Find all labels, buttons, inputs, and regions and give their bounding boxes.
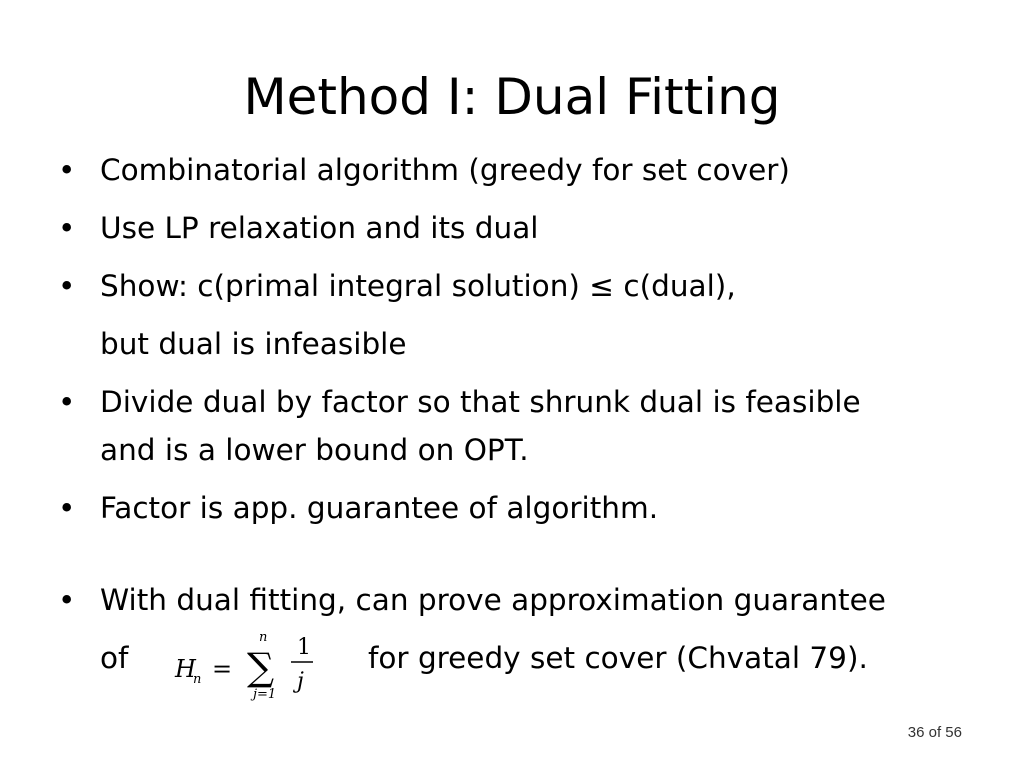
bullet-text: Show: c(primal integral solution) ≤ c(dual), (100, 269, 736, 303)
bullet-text: Factor is app. guarantee of algorithm. (100, 491, 659, 525)
bullet-text: With dual fitting, can prove approximation guarantee (100, 583, 886, 617)
formula-lhs-subscript: n (193, 672, 202, 687)
formula-equals: = (212, 655, 233, 683)
formula-sum-symbol: ∑ (247, 645, 275, 689)
bullet-dot: • (58, 153, 76, 187)
bullet-dot: • (58, 211, 76, 245)
bullet-text: Divide dual by factor so that shrunk dual is feasible (100, 385, 861, 419)
formula-numerator: 1 (297, 635, 311, 660)
harmonic-number-formula (173, 628, 323, 704)
slide-title: Method I: Dual Fitting (243, 68, 781, 126)
bullet-dot: • (58, 491, 76, 525)
formula-lhs: H (175, 655, 196, 683)
bullet-text: but dual is infeasible (100, 327, 407, 361)
formula-sum-lower: j=1 (253, 687, 277, 702)
bullet-text: Use LP relaxation and its dual (100, 211, 539, 245)
bullet-text: and is a lower bound on OPT. (100, 433, 529, 467)
formula-prefix: of (100, 641, 129, 675)
bullet-dot: • (58, 583, 76, 617)
page-number: 36 of 56 (907, 724, 962, 741)
formula-denominator: j (297, 669, 304, 694)
bullet-dot: • (58, 269, 76, 303)
formula-sum-upper: n (259, 630, 268, 645)
bullet-dot: • (58, 385, 76, 419)
formula-suffix: for greedy set cover (Chvatal 79). (368, 641, 868, 675)
bullet-text: Combinatorial algorithm (greedy for set cover) (100, 153, 790, 187)
